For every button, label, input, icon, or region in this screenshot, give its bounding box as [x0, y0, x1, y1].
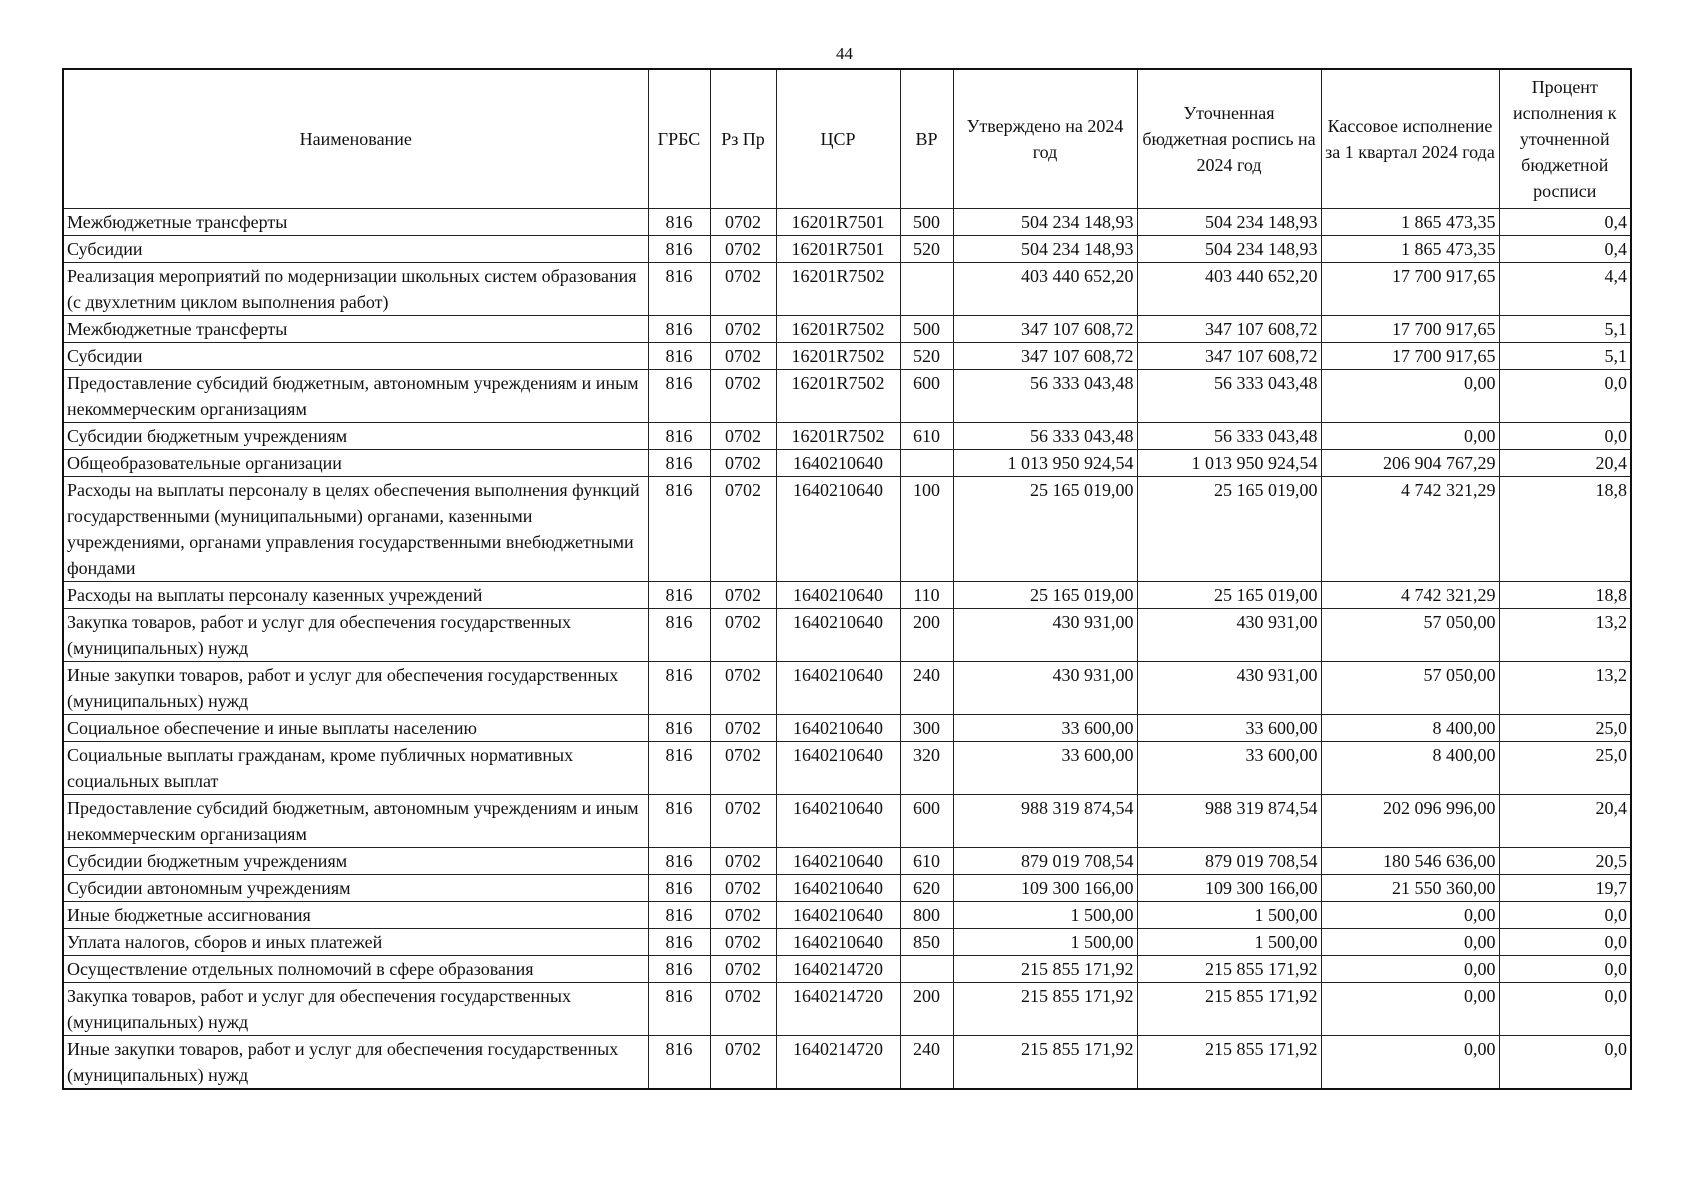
cell-refined: 504 234 148,93 [1137, 209, 1321, 236]
cell-name: Субсидии автономным учреждениям [63, 875, 648, 902]
cell-percent: 0,0 [1499, 983, 1631, 1036]
cell-refined: 430 931,00 [1137, 662, 1321, 715]
cell-approved: 33 600,00 [953, 715, 1137, 742]
header-refined: Уточненная бюджетная роспись на 2024 год [1137, 69, 1321, 209]
cell-grbs: 816 [648, 370, 710, 423]
table-row [63, 343, 1631, 370]
cell-name: Закупка товаров, работ и услуг для обеспечения государственных (муниципальных) нужд [63, 983, 648, 1036]
cell-csr: 1640210640 [776, 902, 900, 929]
cell-vr: 300 [900, 715, 953, 742]
table-row [63, 609, 1631, 662]
cell-percent: 20,5 [1499, 848, 1631, 875]
table-row [63, 477, 1631, 582]
cell-vr: 500 [900, 209, 953, 236]
cell-vr [900, 450, 953, 477]
cell-percent: 13,2 [1499, 609, 1631, 662]
cell-name: Межбюджетные трансферты [63, 316, 648, 343]
cell-csr: 1640210640 [776, 929, 900, 956]
cell-name: Закупка товаров, работ и услуг для обеспечения государственных (муниципальных) нужд [63, 609, 648, 662]
table-row [63, 582, 1631, 609]
cell-name: Реализация мероприятий по модернизации школьных систем образования (с двухлетним циклом выполнения работ) [63, 263, 648, 316]
cell-percent: 25,0 [1499, 742, 1631, 795]
header-percent: Процент исполнения к уточненной бюджетной росписи [1499, 69, 1631, 209]
cell-approved: 504 234 148,93 [953, 236, 1137, 263]
budget-execution-table [62, 68, 1632, 1090]
cell-approved: 25 165 019,00 [953, 582, 1137, 609]
cell-refined: 33 600,00 [1137, 742, 1321, 795]
cell-grbs: 816 [648, 582, 710, 609]
cell-approved: 1 500,00 [953, 929, 1137, 956]
cell-approved: 347 107 608,72 [953, 343, 1137, 370]
cell-cash: 0,00 [1321, 983, 1499, 1036]
cell-grbs: 816 [648, 715, 710, 742]
cell-csr: 1640210640 [776, 848, 900, 875]
table-row [63, 875, 1631, 902]
table-row [63, 1036, 1631, 1090]
cell-csr: 16201R7502 [776, 423, 900, 450]
table-row [63, 715, 1631, 742]
cell-grbs: 816 [648, 609, 710, 662]
cell-approved: 33 600,00 [953, 742, 1137, 795]
cell-percent: 5,1 [1499, 343, 1631, 370]
cell-vr: 600 [900, 795, 953, 848]
cell-grbs: 816 [648, 848, 710, 875]
cell-vr: 610 [900, 423, 953, 450]
table-row [63, 956, 1631, 983]
cell-vr: 110 [900, 582, 953, 609]
cell-rzpr: 0702 [710, 343, 776, 370]
table-row [63, 929, 1631, 956]
cell-grbs: 816 [648, 662, 710, 715]
cell-grbs: 816 [648, 983, 710, 1036]
cell-approved: 403 440 652,20 [953, 263, 1137, 316]
cell-name: Иные бюджетные ассигнования [63, 902, 648, 929]
cell-cash: 17 700 917,65 [1321, 316, 1499, 343]
cell-rzpr: 0702 [710, 450, 776, 477]
cell-rzpr: 0702 [710, 609, 776, 662]
cell-approved: 1 500,00 [953, 902, 1137, 929]
cell-percent: 0,4 [1499, 236, 1631, 263]
cell-grbs: 816 [648, 929, 710, 956]
page-number: 44 [836, 44, 853, 63]
cell-cash: 4 742 321,29 [1321, 477, 1499, 582]
cell-approved: 109 300 166,00 [953, 875, 1137, 902]
cell-name: Уплата налогов, сборов и иных платежей [63, 929, 648, 956]
cell-name: Межбюджетные трансферты [63, 209, 648, 236]
cell-rzpr: 0702 [710, 715, 776, 742]
cell-grbs: 816 [648, 343, 710, 370]
cell-grbs: 816 [648, 236, 710, 263]
cell-grbs: 816 [648, 875, 710, 902]
cell-vr: 850 [900, 929, 953, 956]
cell-csr: 1640210640 [776, 875, 900, 902]
table-row [63, 370, 1631, 423]
cell-cash: 1 865 473,35 [1321, 209, 1499, 236]
cell-rzpr: 0702 [710, 956, 776, 983]
table-header-row [63, 69, 1631, 209]
cell-grbs: 816 [648, 316, 710, 343]
cell-refined: 347 107 608,72 [1137, 316, 1321, 343]
cell-refined: 1 500,00 [1137, 902, 1321, 929]
table-row [63, 795, 1631, 848]
table-row [63, 450, 1631, 477]
cell-percent: 18,8 [1499, 582, 1631, 609]
cell-approved: 56 333 043,48 [953, 423, 1137, 450]
cell-name: Общеобразовательные организации [63, 450, 648, 477]
cell-approved: 215 855 171,92 [953, 1036, 1137, 1090]
cell-rzpr: 0702 [710, 875, 776, 902]
table-row [63, 236, 1631, 263]
cell-cash: 4 742 321,29 [1321, 582, 1499, 609]
cell-cash: 8 400,00 [1321, 742, 1499, 795]
cell-rzpr: 0702 [710, 983, 776, 1036]
table-row [63, 742, 1631, 795]
cell-approved: 25 165 019,00 [953, 477, 1137, 582]
cell-name: Социальные выплаты гражданам, кроме публичных нормативных социальных выплат [63, 742, 648, 795]
cell-approved: 879 019 708,54 [953, 848, 1137, 875]
cell-name: Осуществление отдельных полномочий в сфере образования [63, 956, 648, 983]
cell-refined: 56 333 043,48 [1137, 423, 1321, 450]
cell-approved: 988 319 874,54 [953, 795, 1137, 848]
cell-percent: 19,7 [1499, 875, 1631, 902]
cell-percent: 20,4 [1499, 450, 1631, 477]
cell-grbs: 816 [648, 795, 710, 848]
table-row [63, 316, 1631, 343]
cell-csr: 1640210640 [776, 715, 900, 742]
cell-rzpr: 0702 [710, 477, 776, 582]
cell-cash: 0,00 [1321, 1036, 1499, 1090]
cell-grbs: 816 [648, 956, 710, 983]
cell-csr: 1640210640 [776, 609, 900, 662]
cell-cash: 0,00 [1321, 423, 1499, 450]
cell-rzpr: 0702 [710, 902, 776, 929]
cell-cash: 0,00 [1321, 902, 1499, 929]
cell-refined: 33 600,00 [1137, 715, 1321, 742]
cell-percent: 0,4 [1499, 209, 1631, 236]
table-row [63, 423, 1631, 450]
cell-grbs: 816 [648, 423, 710, 450]
cell-approved: 215 855 171,92 [953, 983, 1137, 1036]
cell-rzpr: 0702 [710, 795, 776, 848]
cell-vr: 520 [900, 343, 953, 370]
cell-name: Субсидии [63, 236, 648, 263]
cell-grbs: 816 [648, 263, 710, 316]
cell-refined: 430 931,00 [1137, 609, 1321, 662]
cell-name: Расходы на выплаты персоналу в целях обеспечения выполнения функций государственными (муниципальными) органами, казенными учреждениями, органами управления государственными внебюджетными фондами [63, 477, 648, 582]
cell-cash: 57 050,00 [1321, 609, 1499, 662]
cell-name: Субсидии бюджетным учреждениям [63, 423, 648, 450]
cell-percent: 4,4 [1499, 263, 1631, 316]
cell-csr: 16201R7502 [776, 343, 900, 370]
cell-grbs: 816 [648, 209, 710, 236]
cell-name: Расходы на выплаты персоналу казенных учреждений [63, 582, 648, 609]
table-row [63, 662, 1631, 715]
cell-cash: 0,00 [1321, 956, 1499, 983]
cell-csr: 1640214720 [776, 956, 900, 983]
cell-cash: 21 550 360,00 [1321, 875, 1499, 902]
cell-approved: 504 234 148,93 [953, 209, 1137, 236]
cell-csr: 16201R7502 [776, 316, 900, 343]
table-row [63, 209, 1631, 236]
cell-cash: 8 400,00 [1321, 715, 1499, 742]
table-row [63, 263, 1631, 316]
cell-refined: 1 500,00 [1137, 929, 1321, 956]
cell-approved: 347 107 608,72 [953, 316, 1137, 343]
cell-cash: 17 700 917,65 [1321, 343, 1499, 370]
cell-refined: 504 234 148,93 [1137, 236, 1321, 263]
cell-grbs: 816 [648, 477, 710, 582]
header-name: Наименование [63, 69, 648, 209]
header-cash: Кассовое исполнение за 1 квартал 2024 года [1321, 69, 1499, 209]
cell-percent: 0,0 [1499, 1036, 1631, 1090]
cell-grbs: 816 [648, 1036, 710, 1090]
cell-vr: 500 [900, 316, 953, 343]
cell-cash: 57 050,00 [1321, 662, 1499, 715]
cell-refined: 215 855 171,92 [1137, 956, 1321, 983]
cell-rzpr: 0702 [710, 742, 776, 795]
cell-refined: 988 319 874,54 [1137, 795, 1321, 848]
cell-name: Социальное обеспечение и иные выплаты населению [63, 715, 648, 742]
cell-refined: 215 855 171,92 [1137, 1036, 1321, 1090]
cell-vr: 600 [900, 370, 953, 423]
cell-csr: 1640210640 [776, 582, 900, 609]
cell-name: Предоставление субсидий бюджетным, автономным учреждениям и иным некоммерческим организациям [63, 370, 648, 423]
cell-rzpr: 0702 [710, 316, 776, 343]
cell-approved: 1 013 950 924,54 [953, 450, 1137, 477]
cell-vr: 200 [900, 609, 953, 662]
cell-cash: 0,00 [1321, 370, 1499, 423]
cell-approved: 215 855 171,92 [953, 956, 1137, 983]
cell-vr [900, 956, 953, 983]
cell-rzpr: 0702 [710, 209, 776, 236]
cell-rzpr: 0702 [710, 236, 776, 263]
cell-vr: 320 [900, 742, 953, 795]
table-row [63, 983, 1631, 1036]
cell-refined: 403 440 652,20 [1137, 263, 1321, 316]
cell-csr: 1640210640 [776, 795, 900, 848]
cell-rzpr: 0702 [710, 263, 776, 316]
cell-vr: 620 [900, 875, 953, 902]
cell-cash: 202 096 996,00 [1321, 795, 1499, 848]
header-vr: ВР [900, 69, 953, 209]
cell-vr: 200 [900, 983, 953, 1036]
cell-percent: 0,0 [1499, 370, 1631, 423]
cell-name: Иные закупки товаров, работ и услуг для обеспечения государственных (муниципальных) нужд [63, 1036, 648, 1090]
cell-refined: 215 855 171,92 [1137, 983, 1321, 1036]
cell-name: Субсидии [63, 343, 648, 370]
cell-cash: 180 546 636,00 [1321, 848, 1499, 875]
cell-vr: 520 [900, 236, 953, 263]
cell-refined: 25 165 019,00 [1137, 582, 1321, 609]
table-body [63, 209, 1631, 1090]
table-row [63, 848, 1631, 875]
cell-rzpr: 0702 [710, 582, 776, 609]
cell-percent: 0,0 [1499, 902, 1631, 929]
header-approved: Утверждено на 2024 год [953, 69, 1137, 209]
cell-percent: 18,8 [1499, 477, 1631, 582]
table-row [63, 902, 1631, 929]
cell-cash: 206 904 767,29 [1321, 450, 1499, 477]
cell-percent: 0,0 [1499, 423, 1631, 450]
cell-vr: 100 [900, 477, 953, 582]
cell-csr: 1640210640 [776, 477, 900, 582]
cell-vr: 240 [900, 1036, 953, 1090]
cell-refined: 56 333 043,48 [1137, 370, 1321, 423]
cell-cash: 1 865 473,35 [1321, 236, 1499, 263]
cell-cash: 17 700 917,65 [1321, 263, 1499, 316]
cell-vr: 610 [900, 848, 953, 875]
header-rzpr: Рз Пр [710, 69, 776, 209]
cell-percent: 0,0 [1499, 929, 1631, 956]
cell-rzpr: 0702 [710, 1036, 776, 1090]
cell-approved: 56 333 043,48 [953, 370, 1137, 423]
cell-rzpr: 0702 [710, 929, 776, 956]
cell-refined: 25 165 019,00 [1137, 477, 1321, 582]
cell-approved: 430 931,00 [953, 609, 1137, 662]
cell-csr: 16201R7502 [776, 370, 900, 423]
cell-percent: 20,4 [1499, 795, 1631, 848]
cell-percent: 0,0 [1499, 956, 1631, 983]
cell-percent: 13,2 [1499, 662, 1631, 715]
cell-grbs: 816 [648, 450, 710, 477]
header-csr: ЦСР [776, 69, 900, 209]
cell-csr: 16201R7501 [776, 209, 900, 236]
cell-csr: 1640210640 [776, 450, 900, 477]
cell-refined: 109 300 166,00 [1137, 875, 1321, 902]
cell-csr: 1640210640 [776, 742, 900, 795]
cell-vr: 240 [900, 662, 953, 715]
cell-rzpr: 0702 [710, 848, 776, 875]
cell-name: Предоставление субсидий бюджетным, автономным учреждениям и иным некоммерческим организациям [63, 795, 648, 848]
cell-rzpr: 0702 [710, 370, 776, 423]
cell-csr: 1640214720 [776, 1036, 900, 1090]
cell-percent: 5,1 [1499, 316, 1631, 343]
cell-csr: 16201R7501 [776, 236, 900, 263]
cell-grbs: 816 [648, 902, 710, 929]
cell-vr [900, 263, 953, 316]
cell-approved: 430 931,00 [953, 662, 1137, 715]
cell-percent: 25,0 [1499, 715, 1631, 742]
cell-cash: 0,00 [1321, 929, 1499, 956]
cell-refined: 347 107 608,72 [1137, 343, 1321, 370]
cell-csr: 16201R7502 [776, 263, 900, 316]
cell-grbs: 816 [648, 742, 710, 795]
cell-vr: 800 [900, 902, 953, 929]
cell-refined: 1 013 950 924,54 [1137, 450, 1321, 477]
cell-rzpr: 0702 [710, 423, 776, 450]
cell-name: Иные закупки товаров, работ и услуг для обеспечения государственных (муниципальных) нужд [63, 662, 648, 715]
cell-name: Субсидии бюджетным учреждениям [63, 848, 648, 875]
cell-refined: 879 019 708,54 [1137, 848, 1321, 875]
cell-csr: 1640210640 [776, 662, 900, 715]
cell-rzpr: 0702 [710, 662, 776, 715]
cell-csr: 1640214720 [776, 983, 900, 1036]
header-grbs: ГРБС [648, 69, 710, 209]
